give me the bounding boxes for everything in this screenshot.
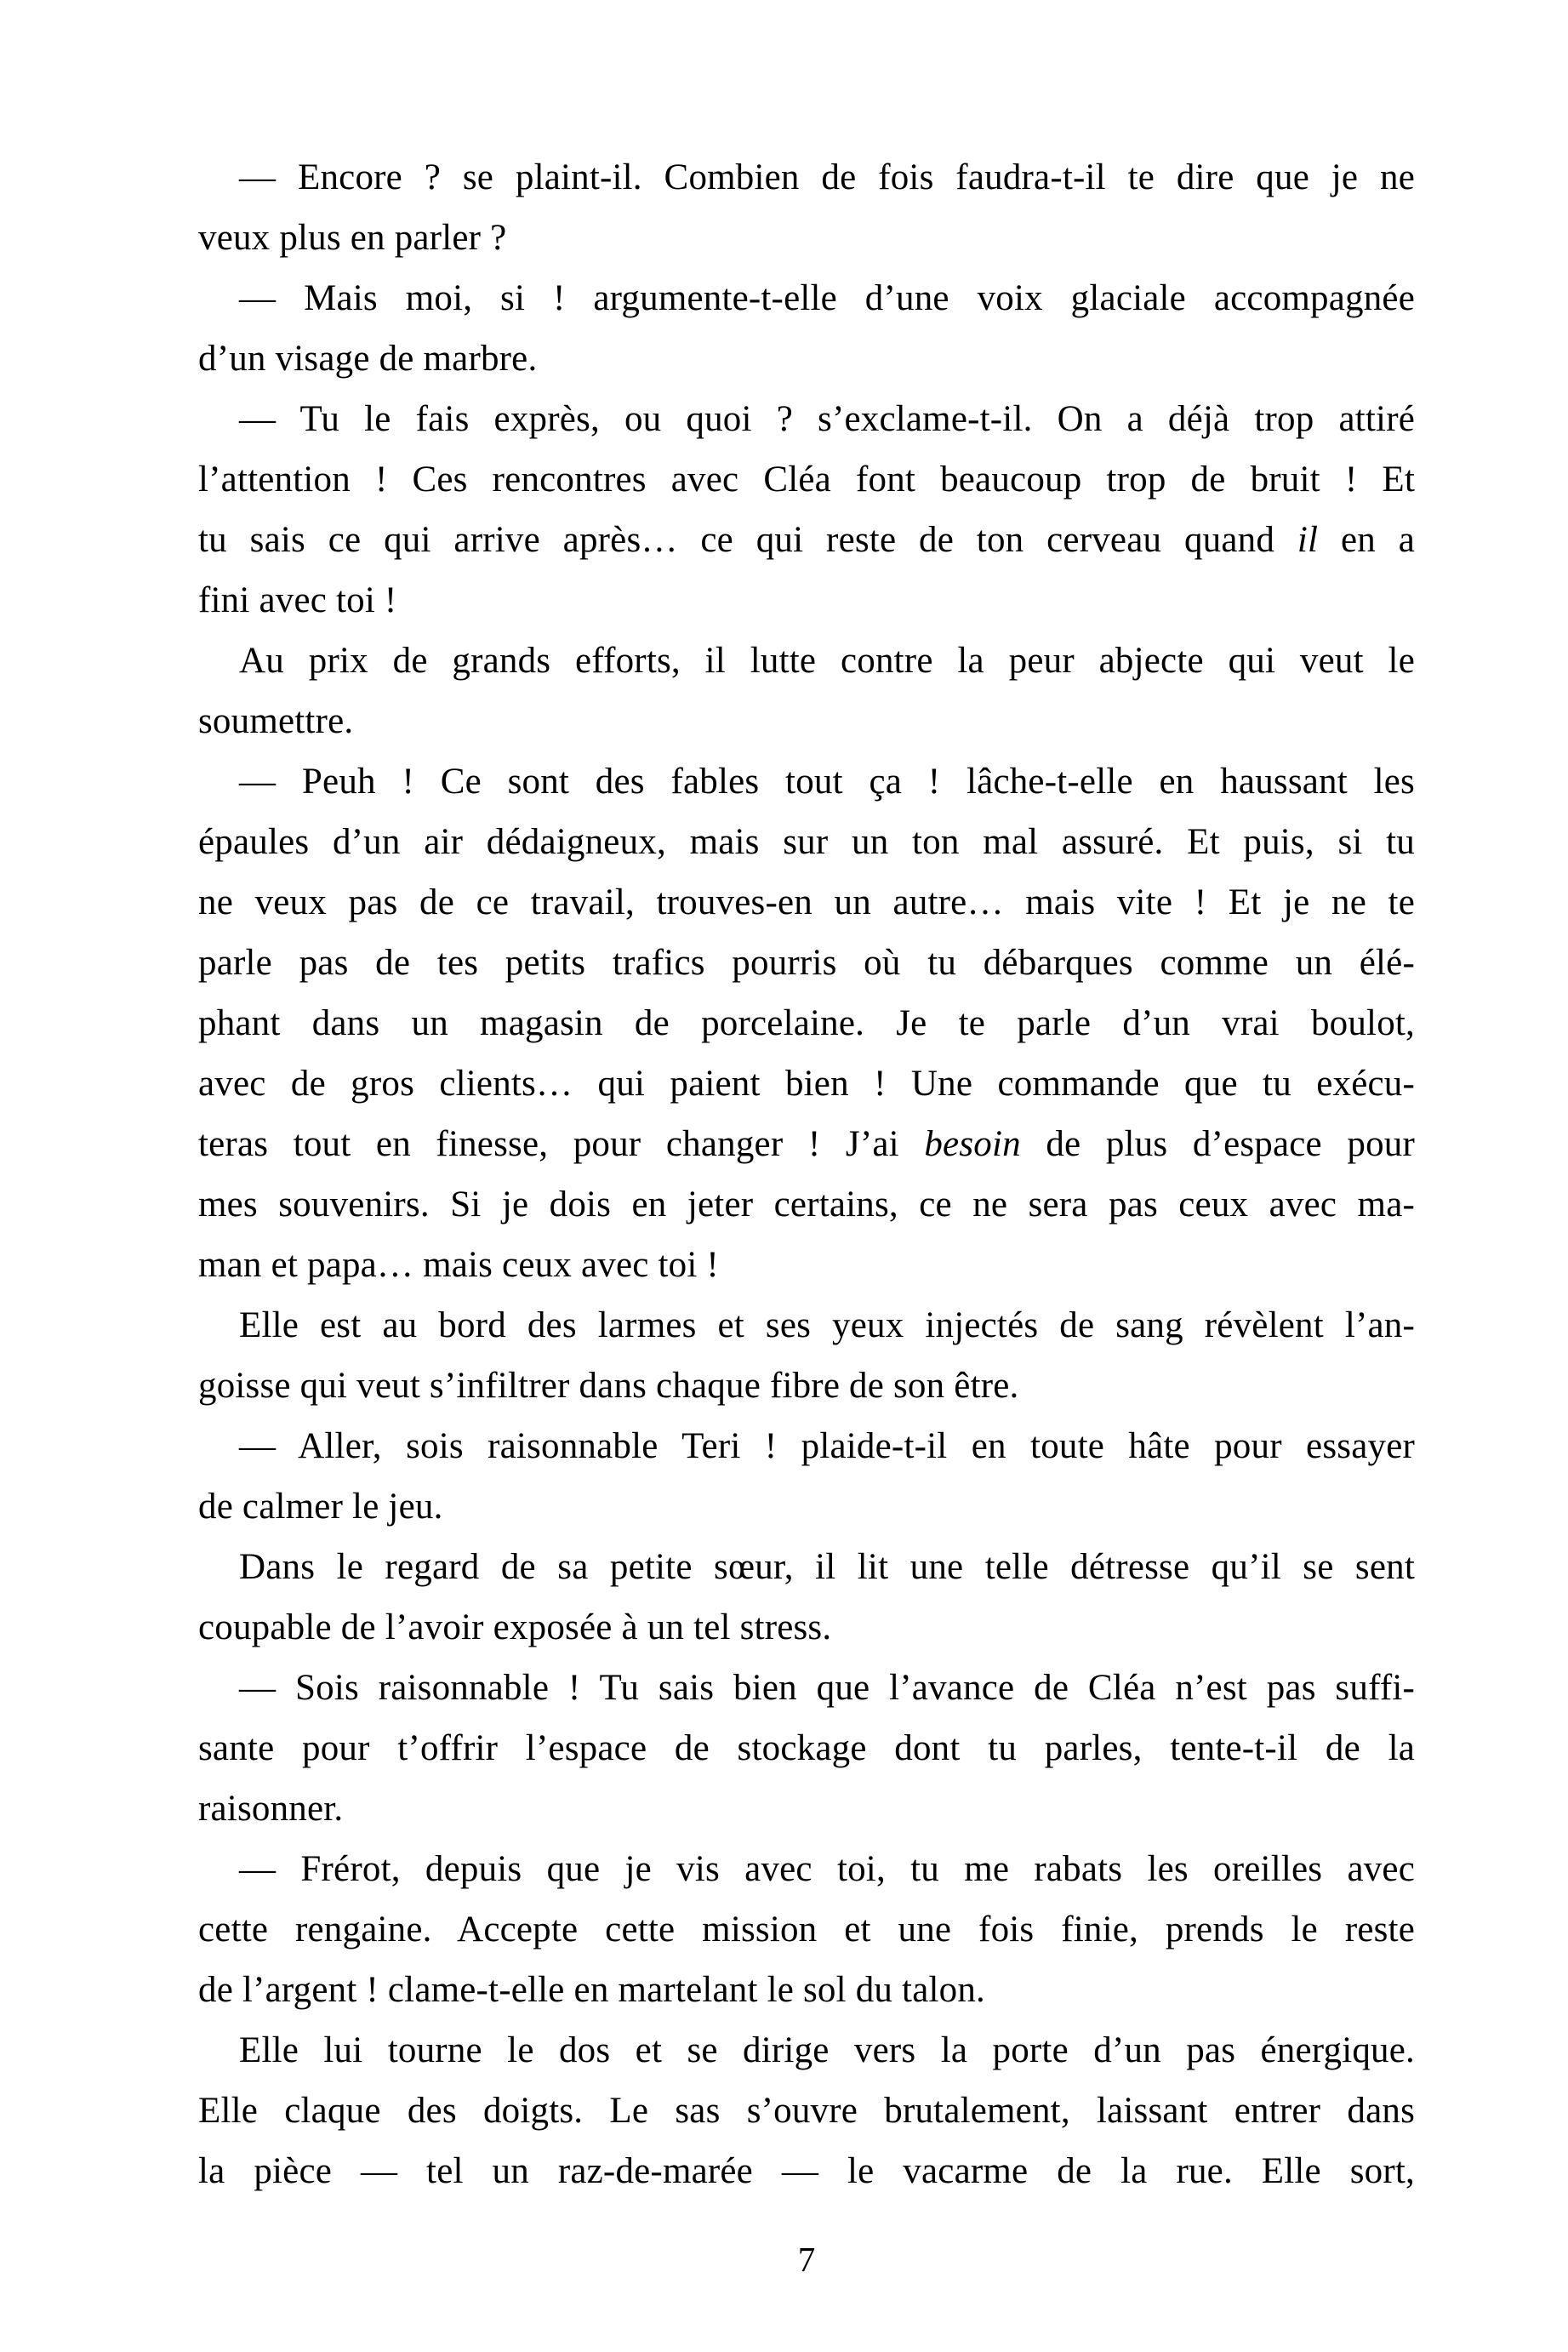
text-line: Elle est au bord des larmes et ses yeux injectés de sang révèlent l’an- <box>239 1305 1415 1345</box>
text-line <box>198 510 1415 570</box>
text-line: la pièce — tel un raz-de-marée — le vacarme de la rue. Elle sort, <box>198 2151 1415 2191</box>
text-segment: tu sais ce qui arrive après… ce qui reste de ton cerveau quand <box>198 520 1297 560</box>
text-line: ne veux pas de ce travail, trouves-en un autre… mais vite ! Et je ne te <box>198 882 1415 922</box>
text-line: raisonner. <box>198 1789 344 1829</box>
text-line: soumettre. <box>198 701 354 741</box>
text-segment: de plus d’espace pour <box>1020 1124 1415 1164</box>
text-line: fini avec toi ! <box>198 580 397 620</box>
text-line: coupable de l’avoir exposée à un tel stress. <box>198 1607 832 1647</box>
text-line: avec de gros clients… qui paient bien ! Une commande que tu exécu- <box>198 1064 1415 1104</box>
text-line: — Mais moi, si ! argumente-t-elle d’une voix glaciale accompagnée <box>239 278 1415 318</box>
text-line: de l’argent ! clame-t-elle en martelant le sol du talon. <box>198 1970 985 2010</box>
text-line: — Aller, sois raisonnable Teri ! plaide-t-il en toute hâte pour essayer <box>239 1426 1415 1466</box>
italic-text: besoin <box>924 1124 1021 1164</box>
paragraph <box>198 389 1415 631</box>
text-line: Au prix de grands efforts, il lutte contre la peur abjecte qui veut le <box>239 641 1415 681</box>
text-line: — Peuh ! Ce sont des fables tout ça ! lâche-t-elle en haussant les <box>239 762 1415 802</box>
paragraph <box>198 1839 1415 2020</box>
paragraph <box>198 268 1415 389</box>
italic-text: il <box>1297 520 1319 560</box>
text-line: d’un visage de marbre. <box>198 339 538 379</box>
text-segment: en a <box>1318 520 1416 560</box>
paragraph <box>198 1658 1415 1839</box>
text-line: phant dans un magasin de porcelaine. Je te parle d’un vrai boulot, <box>198 1003 1415 1043</box>
text-segment: teras tout en finesse, pour changer ! J’ai <box>198 1124 925 1164</box>
text-line <box>198 1114 1415 1174</box>
text-line: goisse qui veut s’infiltrer dans chaque fibre de son être. <box>198 1366 1019 1406</box>
text-line: de calmer le jeu. <box>198 1487 443 1527</box>
text-line: mes souvenirs. Si je dois en jeter certains, ce ne sera pas ceux avec ma- <box>198 1185 1415 1225</box>
text-line: l’attention ! Ces rencontres avec Cléa font beaucoup trop de bruit ! Et <box>198 460 1415 500</box>
text-line: Elle lui tourne le dos et se dirige vers la porte d’un pas énergique. <box>239 2030 1415 2070</box>
text-block <box>198 147 1415 2201</box>
paragraph <box>198 631 1415 751</box>
text-line: — Sois raisonnable ! Tu sais bien que l’avance de Cléa n’est pas suffi- <box>239 1668 1415 1708</box>
text-line: man et papa… mais ceux avec toi ! <box>198 1245 719 1285</box>
text-line: parle pas de tes petits trafics pourris où tu débarques comme un élé- <box>198 943 1415 983</box>
text-line: sante pour t’offrir l’espace de stockage dont tu parles, tente-t-il de la <box>198 1728 1415 1768</box>
text-line: Elle claque des doigts. Le sas s’ouvre brutalement, laissant entrer dans <box>198 2091 1415 2131</box>
paragraph <box>198 1537 1415 1658</box>
text-line: — Frérot, depuis que je vis avec toi, tu me rabats les oreilles avec <box>239 1849 1415 1889</box>
paragraph <box>198 2020 1415 2201</box>
text-line: cette rengaine. Accepte cette mission et une fois finie, prends le reste <box>198 1910 1415 1950</box>
paragraph <box>198 751 1415 1295</box>
page-number: 7 <box>797 2240 816 2279</box>
paragraph <box>198 1416 1415 1537</box>
paragraph <box>198 1295 1415 1416</box>
paragraph <box>198 147 1415 268</box>
text-line: — Tu le fais exprès, ou quoi ? s’exclame-t-il. On a déjà trop attiré <box>239 399 1415 439</box>
text-line: — Encore ? se plaint-il. Combien de fois faudra-t-il te dire que je ne <box>239 157 1415 197</box>
text-line: veux plus en parler ? <box>198 218 507 258</box>
text-line: épaules d’un air dédaigneux, mais sur un ton mal assuré. Et puis, si tu <box>198 822 1415 862</box>
text-line: Dans le regard de sa petite sœur, il lit une telle détresse qu’il se sent <box>239 1547 1415 1587</box>
